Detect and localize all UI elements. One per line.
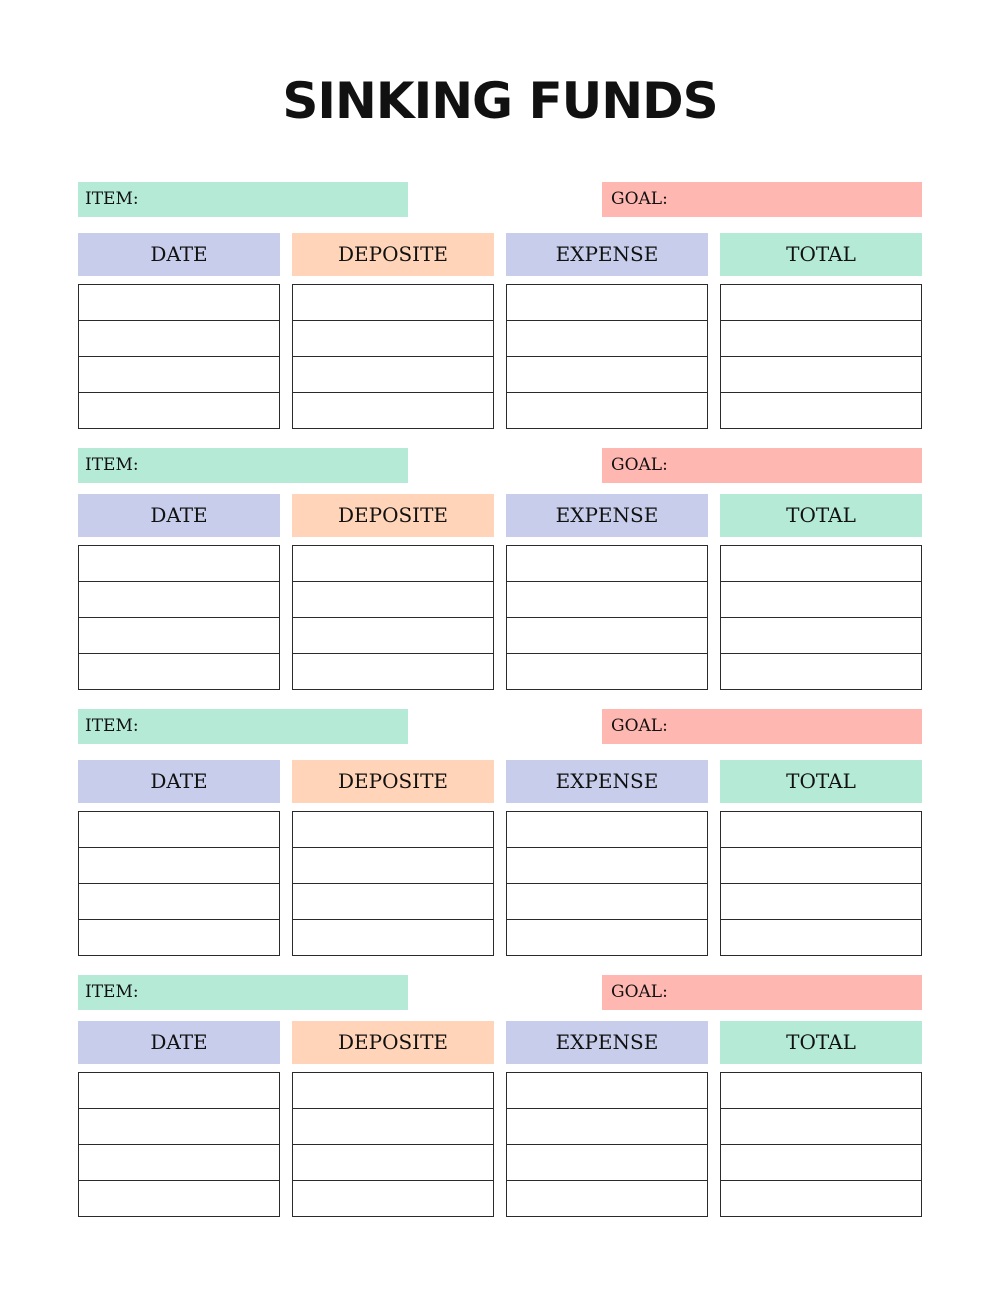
- date-header: DATE: [78, 760, 280, 803]
- total-cell[interactable]: [720, 919, 922, 956]
- expense-cell[interactable]: [506, 1108, 708, 1145]
- deposite-cell[interactable]: [292, 1144, 494, 1181]
- expense-cell[interactable]: [506, 545, 708, 582]
- deposite-cell[interactable]: [292, 392, 494, 429]
- total-cell[interactable]: [720, 1144, 922, 1181]
- date-cell[interactable]: [78, 919, 280, 956]
- expense-column: [506, 545, 708, 690]
- deposite-header: DEPOSITE: [292, 494, 494, 537]
- total-cell[interactable]: [720, 581, 922, 618]
- expense-cell[interactable]: [506, 392, 708, 429]
- total-cell[interactable]: [720, 653, 922, 690]
- date-cell[interactable]: [78, 392, 280, 429]
- deposite-cell[interactable]: [292, 1180, 494, 1217]
- total-column: [720, 545, 922, 690]
- goal-field[interactable]: GOAL:: [602, 448, 922, 483]
- total-column: [720, 1072, 922, 1217]
- expense-cell[interactable]: [506, 320, 708, 357]
- deposite-cell[interactable]: [292, 581, 494, 618]
- expense-cell[interactable]: [506, 617, 708, 654]
- deposite-column: [292, 545, 494, 690]
- total-cell[interactable]: [720, 284, 922, 321]
- date-column: [78, 811, 280, 956]
- goal-field[interactable]: GOAL:: [602, 182, 922, 217]
- fund-section-1: [78, 182, 922, 432]
- item-field[interactable]: ITEM:: [78, 448, 408, 483]
- total-header: TOTAL: [720, 760, 922, 803]
- expense-column: [506, 1072, 708, 1217]
- expense-cell[interactable]: [506, 1144, 708, 1181]
- expense-cell[interactable]: [506, 1180, 708, 1217]
- fund-section-4: [78, 975, 922, 1225]
- expense-header: EXPENSE: [506, 494, 708, 537]
- date-cell[interactable]: [78, 883, 280, 920]
- date-cell[interactable]: [78, 1108, 280, 1145]
- expense-cell[interactable]: [506, 653, 708, 690]
- expense-header: EXPENSE: [506, 233, 708, 276]
- expense-header: EXPENSE: [506, 760, 708, 803]
- expense-cell[interactable]: [506, 919, 708, 956]
- deposite-header: DEPOSITE: [292, 1021, 494, 1064]
- total-cell[interactable]: [720, 617, 922, 654]
- total-header: TOTAL: [720, 494, 922, 537]
- deposite-column: [292, 811, 494, 956]
- deposite-cell[interactable]: [292, 811, 494, 848]
- deposite-cell[interactable]: [292, 617, 494, 654]
- date-header: DATE: [78, 233, 280, 276]
- total-column: [720, 284, 922, 429]
- date-cell[interactable]: [78, 1072, 280, 1109]
- deposite-header: DEPOSITE: [292, 760, 494, 803]
- expense-column: [506, 811, 708, 956]
- deposite-cell[interactable]: [292, 284, 494, 321]
- fund-section-2: [78, 448, 922, 698]
- total-header: TOTAL: [720, 233, 922, 276]
- total-cell[interactable]: [720, 356, 922, 393]
- total-cell[interactable]: [720, 392, 922, 429]
- total-cell[interactable]: [720, 883, 922, 920]
- expense-cell[interactable]: [506, 1072, 708, 1109]
- expense-header: EXPENSE: [506, 1021, 708, 1064]
- date-cell[interactable]: [78, 581, 280, 618]
- deposite-cell[interactable]: [292, 1072, 494, 1109]
- total-cell[interactable]: [720, 811, 922, 848]
- date-cell[interactable]: [78, 1180, 280, 1217]
- total-cell[interactable]: [720, 1108, 922, 1145]
- deposite-cell[interactable]: [292, 847, 494, 884]
- page-title: SINKING FUNDS: [282, 72, 718, 130]
- item-field[interactable]: ITEM:: [78, 182, 408, 217]
- total-cell[interactable]: [720, 545, 922, 582]
- date-cell[interactable]: [78, 545, 280, 582]
- date-cell[interactable]: [78, 356, 280, 393]
- expense-cell[interactable]: [506, 356, 708, 393]
- date-header: DATE: [78, 494, 280, 537]
- date-column: [78, 545, 280, 690]
- date-cell[interactable]: [78, 320, 280, 357]
- item-field[interactable]: ITEM:: [78, 975, 408, 1010]
- date-cell[interactable]: [78, 1144, 280, 1181]
- total-cell[interactable]: [720, 320, 922, 357]
- date-column: [78, 1072, 280, 1217]
- date-cell[interactable]: [78, 653, 280, 690]
- deposite-column: [292, 284, 494, 429]
- deposite-column: [292, 1072, 494, 1217]
- date-cell[interactable]: [78, 617, 280, 654]
- expense-cell[interactable]: [506, 847, 708, 884]
- fund-section-3: [78, 709, 922, 959]
- date-cell[interactable]: [78, 284, 280, 321]
- deposite-cell[interactable]: [292, 653, 494, 690]
- total-header: TOTAL: [720, 1021, 922, 1064]
- total-cell[interactable]: [720, 847, 922, 884]
- item-field[interactable]: ITEM:: [78, 709, 408, 744]
- total-column: [720, 811, 922, 956]
- deposite-cell[interactable]: [292, 883, 494, 920]
- goal-field[interactable]: GOAL:: [602, 709, 922, 744]
- date-header: DATE: [78, 1021, 280, 1064]
- date-column: [78, 284, 280, 429]
- deposite-header: DEPOSITE: [292, 233, 494, 276]
- total-cell[interactable]: [720, 1180, 922, 1217]
- expense-cell[interactable]: [506, 811, 708, 848]
- date-cell[interactable]: [78, 811, 280, 848]
- deposite-cell[interactable]: [292, 320, 494, 357]
- deposite-cell[interactable]: [292, 356, 494, 393]
- deposite-cell[interactable]: [292, 545, 494, 582]
- expense-column: [506, 284, 708, 429]
- date-cell[interactable]: [78, 847, 280, 884]
- deposite-cell[interactable]: [292, 1108, 494, 1145]
- total-cell[interactable]: [720, 1072, 922, 1109]
- deposite-cell[interactable]: [292, 919, 494, 956]
- goal-field[interactable]: GOAL:: [602, 975, 922, 1010]
- expense-cell[interactable]: [506, 581, 708, 618]
- expense-cell[interactable]: [506, 883, 708, 920]
- expense-cell[interactable]: [506, 284, 708, 321]
